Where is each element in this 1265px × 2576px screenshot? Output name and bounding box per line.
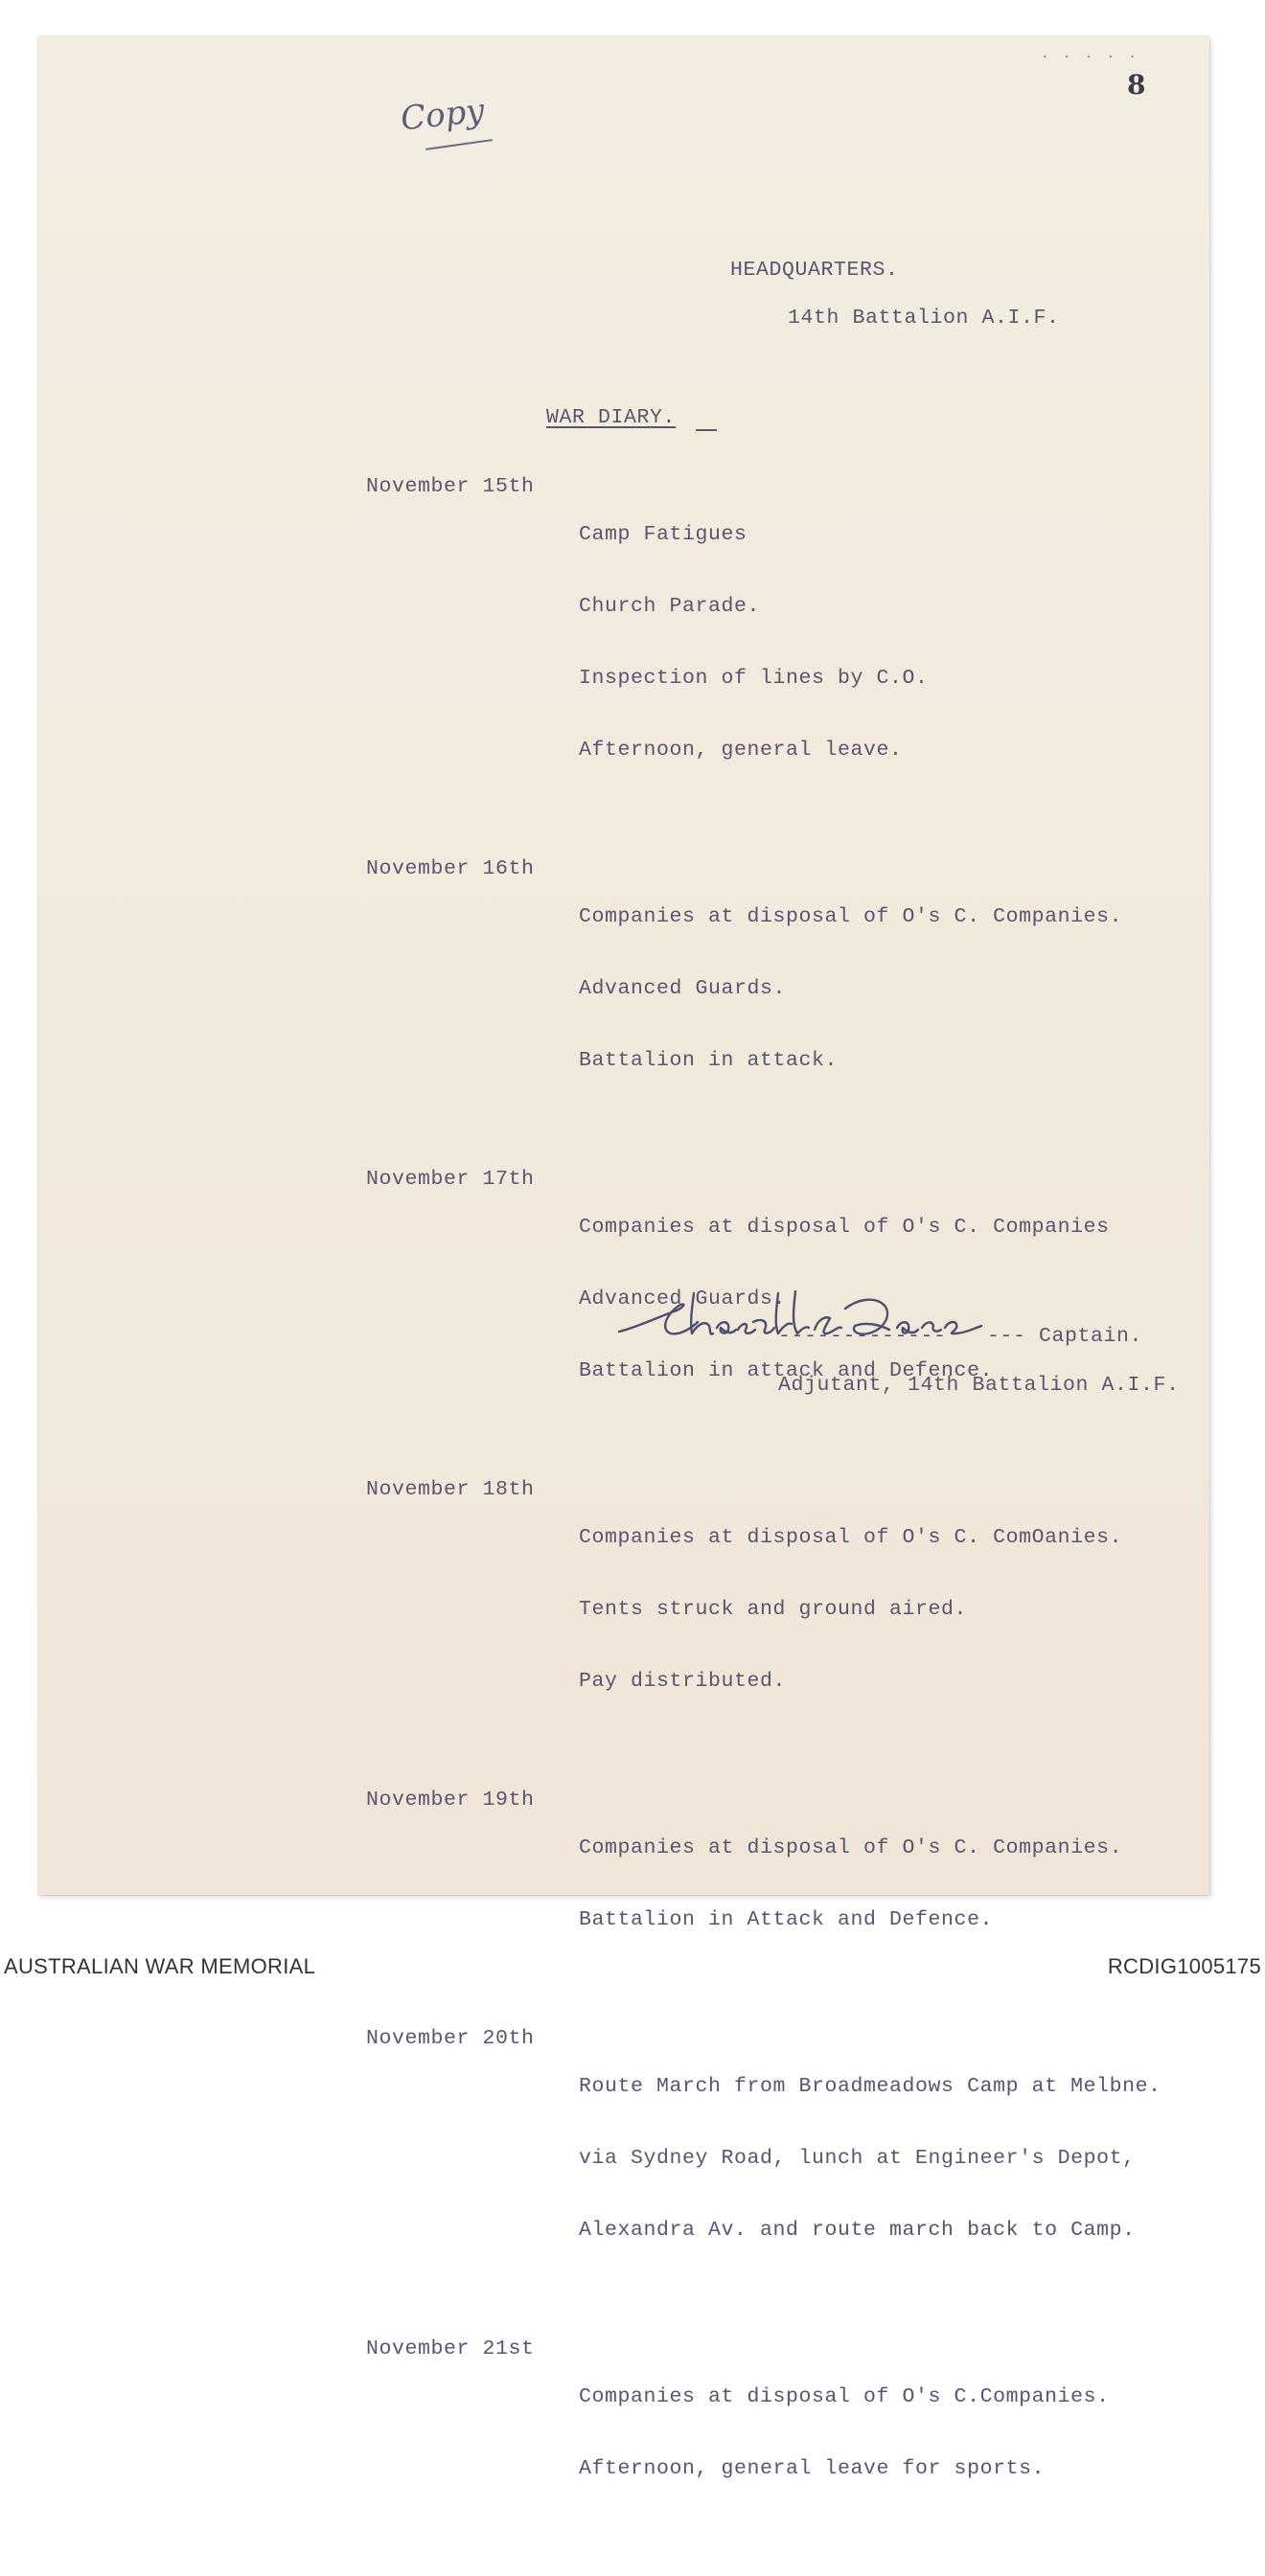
entry-line: Companies at disposal of O's C. Companies.: [579, 905, 1123, 928]
entry-line: Afternoon, general leave for sports.: [579, 2457, 1046, 2480]
signature-position: Adjutant, 14th Battalion A.I.F.: [778, 1374, 1180, 1397]
diary-entry: [366, 857, 1209, 1121]
signature-rank: --- Captain.: [987, 1325, 1143, 1348]
header-unit: 14th Battalion A.I.F.: [788, 307, 1060, 330]
entry-date: November 15th: [366, 475, 535, 498]
entry-line: Battalion in attack.: [579, 1049, 839, 1072]
entry-date: November 16th: [366, 857, 535, 880]
entry-line: Companies at disposal of O's C.Companies.: [579, 2385, 1110, 2408]
page-title: WAR DIARY.: [546, 406, 677, 429]
entry-line: Route March from Broadmeadows Camp at Melbne.: [579, 2075, 1162, 2098]
entry-line: Battalion in attack and Defence.: [579, 1359, 994, 1382]
entry-line: Church Parade.: [579, 595, 761, 618]
corner-marks: · · · · ·: [1041, 50, 1139, 65]
entry-date: November 17th: [366, 1168, 535, 1191]
diary-entry: [366, 1478, 1209, 1742]
entry-lines: [579, 1789, 1209, 1980]
entry-lines: [579, 857, 1209, 1121]
entry-date: November 21st: [366, 2337, 535, 2360]
entry-line: Afternoon, general leave.: [579, 739, 903, 762]
entry-lines: [579, 2027, 1209, 2291]
entry-line: Advanced Guards.: [579, 1288, 787, 1311]
diary-entry: [366, 1789, 1209, 1980]
diary-entry: [366, 2337, 1209, 2529]
entry-date: November 20th: [366, 2027, 535, 2050]
handwritten-copy-note: Copy: [399, 91, 487, 139]
entry-line: Pay distributed.: [579, 1670, 787, 1693]
entry-line: Advanced Guards.: [579, 977, 787, 1000]
footer-source: AUSTRALIAN WAR MEMORIAL: [4, 1954, 316, 1978]
entry-line: Companies at disposal of O's C. ComOanies.: [579, 1526, 1123, 1549]
entry-line: Tents struck and ground aired.: [579, 1598, 968, 1621]
entry-line: Battalion in Attack and Defence.: [579, 1908, 994, 1931]
entry-line: Camp Fatigues: [579, 523, 748, 546]
entry-line: Alexandra Av. and route march back to Camp.: [579, 2219, 1136, 2242]
signature-dash-line: -------------: [778, 1325, 947, 1348]
entry-line: via Sydney Road, lunch at Engineer's Depot,: [579, 2147, 1136, 2170]
entry-line: Companies at disposal of O's C. Companies.: [579, 1836, 1123, 1859]
entry-line: Inspection of lines by C.O.: [579, 667, 929, 690]
page-number: 8: [1127, 69, 1146, 101]
title-underline-tail: [696, 429, 717, 431]
entry-line: Companies at disposal of O's C. Companies: [579, 1216, 1110, 1239]
entry-lines: [579, 475, 1209, 810]
diary-entry: [366, 475, 1209, 810]
diary-entry: [366, 2027, 1209, 2291]
entry-date: November 19th: [366, 1789, 535, 1812]
header-headquarters: HEADQUARTERS.: [730, 259, 899, 282]
entry-lines: [579, 2337, 1209, 2529]
entry-lines: [579, 1478, 1209, 1742]
entry-date: November 18th: [366, 1478, 535, 1501]
diary-entries: [366, 475, 1209, 2576]
footer-id: RCDIG1005175: [1107, 1954, 1261, 1978]
